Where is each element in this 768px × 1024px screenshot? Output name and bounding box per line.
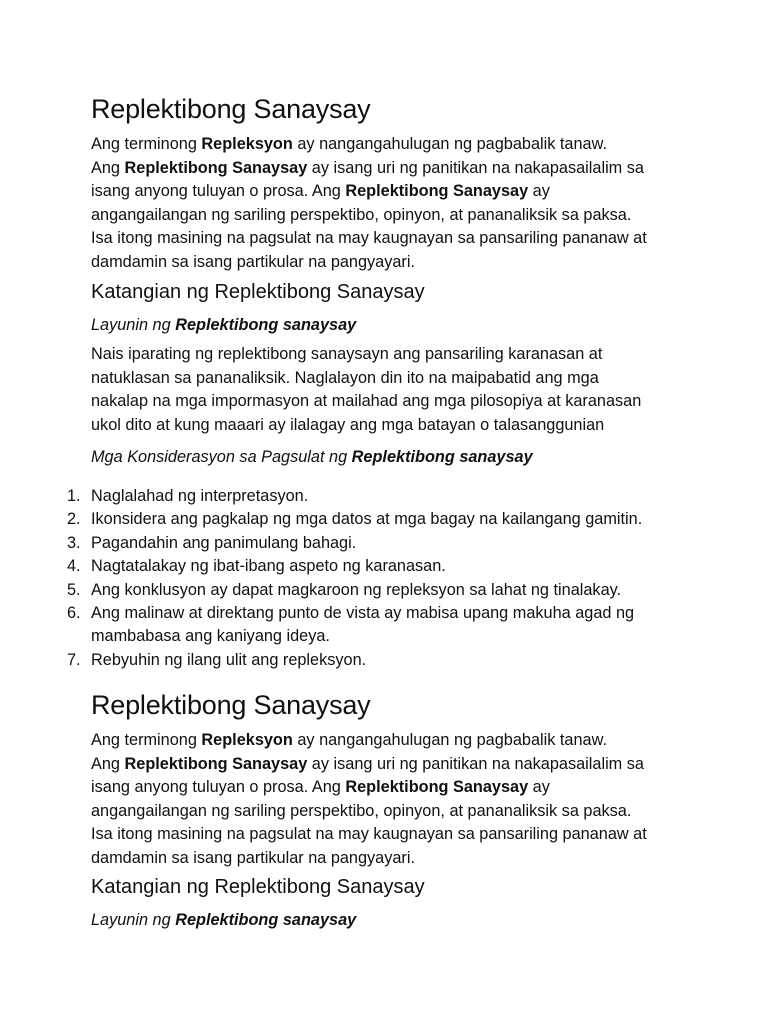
- list-item-number: 6.: [67, 604, 81, 623]
- konsiderasyon-bold: Replektibong sanaysay: [351, 448, 533, 466]
- list-item: [62, 555, 702, 578]
- section-title: Replektibong Sanaysay: [91, 690, 371, 720]
- text-run: damdamin sa isang partikular na pangyayari.: [91, 848, 415, 867]
- list-item-number: 1.: [67, 487, 81, 505]
- list-item-text: Rebyuhin ng ilang ulit ang repleksyon.: [91, 650, 367, 669]
- list-item-number: 2.: [67, 510, 81, 529]
- text-run: ay isang uri ng panitikan na nakapasailalim sa: [307, 158, 644, 177]
- layunin-heading: [91, 909, 691, 931]
- text-run: ay: [528, 778, 550, 796]
- list-item-text: Pagandahin ang panimulang bahagi.: [91, 533, 357, 552]
- section-1-title-wrap: [91, 93, 691, 125]
- list-item: [62, 579, 702, 602]
- intro-paragraph: [91, 729, 691, 870]
- layunin-heading: [91, 314, 691, 336]
- section-1-layunin-heading: [91, 314, 691, 336]
- list-item-text: Ang malinaw at direktang punto de vista ay mabisa upang makuha agad ng mambabasa ang kaniyang ideya.: [91, 604, 635, 646]
- layunin-bold: Replektibong sanaysay: [175, 316, 357, 334]
- list-item-text: Nagtatalakay ng ibat-ibang aspeto ng karanasan.: [91, 557, 446, 576]
- section-2-subtitle-wrap: [91, 874, 691, 900]
- layunin-prefix: Layunin ng: [91, 911, 176, 929]
- list-item: [62, 532, 702, 555]
- text-run: isang anyong tuluyan o prosa. Ang: [91, 182, 346, 200]
- list-item: [62, 649, 702, 672]
- list-item-text: Ang konklusyon ay dapat magkaroon ng repleksyon sa lahat ng tinalakay.: [91, 580, 622, 599]
- list-item-number: 5.: [67, 580, 81, 599]
- section-1-intro: [91, 133, 691, 274]
- bold-text: Replektibong Sanaysay: [345, 778, 529, 796]
- bold-text: Replektibong Sanaysay: [345, 182, 529, 200]
- paragraph-line: ukol dito at kung maaari ay ilalagay ang mga batayan o talasanggunian: [91, 415, 605, 434]
- text-run: Isa itong masining na pagsulat na may kaugnayan sa pansariling pananaw at: [91, 229, 647, 247]
- layunin-prefix: Layunin ng: [91, 316, 176, 334]
- konsiderasyon-list: [62, 485, 702, 672]
- text-run: Isa itong masining na pagsulat na may kaugnayan sa pansariling pananaw at: [91, 825, 647, 843]
- text-run: ay nangangahulugan ng pagbabalik tanaw.: [292, 731, 607, 749]
- konsiderasyon-prefix: Mga Konsiderasyon sa Pagsulat ng: [91, 448, 352, 466]
- section-title: Replektibong Sanaysay: [91, 94, 371, 124]
- intro-paragraph: [91, 133, 691, 274]
- text-run: isang anyong tuluyan o prosa. Ang: [91, 778, 346, 796]
- list-item-number: 4.: [67, 557, 81, 576]
- text-run: ay nangangahulugan ng pagbabalik tanaw.: [292, 135, 607, 153]
- text-run: Ang: [91, 754, 125, 773]
- section-subtitle: Katangian ng Replektibong Sanaysay: [91, 876, 425, 898]
- text-run: Ang: [91, 158, 125, 177]
- section-2-layunin-heading: [91, 909, 691, 931]
- layunin-paragraph: [91, 343, 691, 437]
- konsiderasyon-heading: [91, 446, 691, 468]
- section-subtitle: Katangian ng Replektibong Sanaysay: [91, 281, 425, 303]
- layunin-bold: Replektibong sanaysay: [175, 911, 357, 929]
- list-item-number: 3.: [67, 533, 81, 552]
- text-run: damdamin sa isang partikular na pangyayari.: [91, 252, 415, 271]
- text-run: angangailangan ng sariling perspektibo, opinyon, at pananaliksik sa paksa.: [91, 801, 632, 820]
- text-run: ay: [528, 182, 550, 200]
- list-item: [62, 508, 702, 531]
- paragraph-line: natuklasan sa pananaliksik. Naglalayon din ito na maipabatid ang mga: [91, 368, 599, 387]
- list-item-text: Ikonsidera ang pagkalap ng mga datos at mga bagay na kailangang gamitin.: [91, 510, 643, 529]
- text-run: Ang terminong: [91, 135, 202, 153]
- bold-text: Replektibong Sanaysay: [124, 158, 308, 177]
- paragraph-line: Nais iparating ng replektibong sanaysayn ang pansariling karanasan at: [91, 345, 603, 363]
- bold-text: Replektibong Sanaysay: [124, 754, 308, 773]
- list-item-number: 7.: [67, 650, 81, 669]
- text-run: Ang terminong: [91, 731, 202, 749]
- section-1-layunin-paragraph: [91, 343, 691, 437]
- text-run: angangailangan ng sariling perspektibo, opinyon, at pananaliksik sa paksa.: [91, 205, 632, 224]
- list-item-text: Naglalahad ng interpretasyon.: [91, 487, 309, 505]
- list-item: [62, 485, 702, 508]
- bold-text: Repleksyon: [201, 731, 293, 749]
- list-item: [62, 602, 702, 649]
- paragraph-line: nakalap na mga impormasyon at mailahad ang mga pilosopiya at karanasan: [91, 392, 642, 410]
- section-1-konsiderasyon-heading: [91, 446, 691, 468]
- text-run: ay isang uri ng panitikan na nakapasailalim sa: [307, 754, 644, 773]
- section-1-subtitle-wrap: [91, 279, 691, 305]
- section-2-title-wrap: [91, 689, 691, 721]
- bold-text: Repleksyon: [201, 135, 293, 153]
- section-2-intro: [91, 729, 691, 870]
